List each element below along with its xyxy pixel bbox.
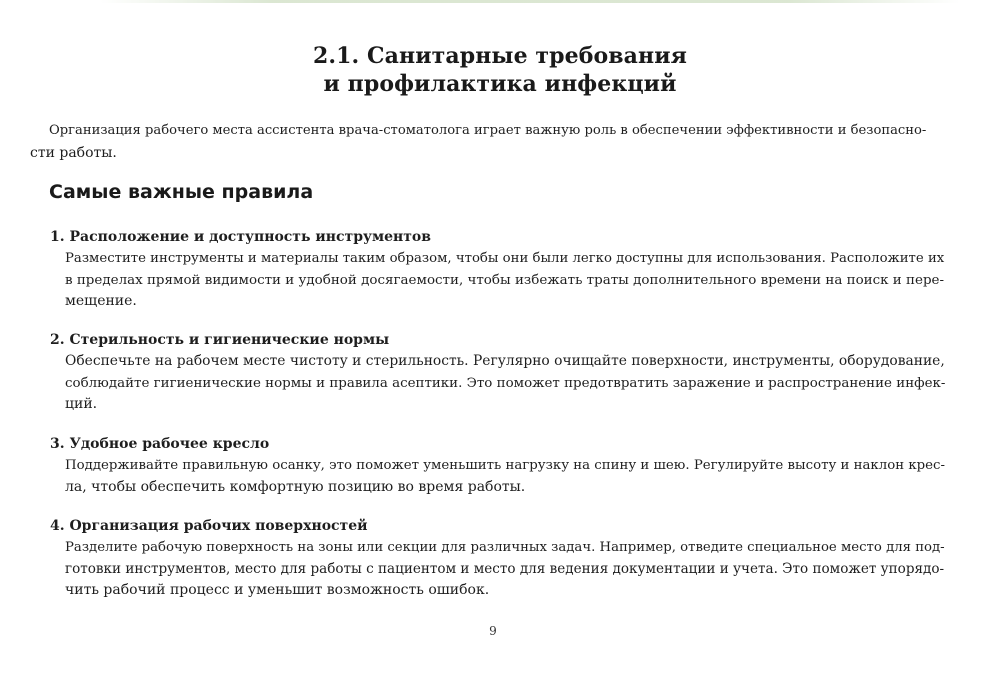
rule-line: готовки инструментов, место для работы с пациентом и место для ведения документации и учета. Это поможет упорядо-: [65, 560, 945, 577]
page-title-line-2: и профилактика инфекций: [323, 71, 677, 97]
rule-line: Поддерживайте правильную осанку, это поможет уменьшить нагрузку на спину и шею. Регулируйте высоту и наклон крес-: [65, 458, 945, 473]
rule-line: Разделите рабочую поверхность на зоны или секции для различных задач. Например, отведите специальное место для под-: [65, 540, 945, 555]
page-title-line-1: 2.1. Санитарные требования: [312, 43, 688, 69]
rule-line: ла, чтобы обеспечить комфортную позицию во время работы.: [65, 478, 526, 495]
page-number: 9: [489, 624, 497, 638]
rule-body: [65, 248, 945, 313]
intro-paragraph: [30, 119, 945, 165]
rule-line: Разместите инструменты и материалы таким образом, чтобы они были легко доступны для использования. Расположите их: [65, 251, 945, 266]
rule-title: 2. Стерильность и гигиенические нормы: [50, 332, 390, 348]
rule-title: 1. Расположение и доступность инструментов: [50, 229, 431, 245]
rule-line: ций.: [65, 396, 98, 412]
rule-line: мещение.: [65, 293, 137, 309]
rule-title: 3. Удобное рабочее кресло: [50, 436, 270, 452]
rule-body: [65, 455, 945, 498]
intro-line-1: Организация рабочего места ассистента врача-стоматолога играет важную роль в обеспечении эффективности и безопасно-: [49, 123, 927, 138]
rule-body: [65, 351, 945, 416]
rule-line: Обеспечьте на рабочем месте чистоту и стерильность. Регулярно очищайте поверхности, инструменты, оборудование,: [65, 353, 945, 369]
rule-title: 4. Организация рабочих поверхностей: [50, 518, 368, 534]
rule-item: [50, 226, 945, 313]
page-title: [0, 42, 1000, 98]
rule-item: [50, 515, 945, 602]
intro-line-2: сти работы.: [30, 145, 117, 161]
rule-body: [65, 537, 945, 602]
section-heading: Самые важные правила: [49, 181, 314, 203]
rule-line: чить рабочий процесс и уменьшит возможность ошибок.: [65, 582, 490, 598]
rule-line: соблюдайте гигиенические нормы и правила асептики. Это поможет предотвратить заражение и распространение инфек-: [65, 375, 946, 391]
rule-line: в пределах прямой видимости и удобной досягаемости, чтобы избежать траты дополнительного времени на поиск и пере-: [65, 272, 945, 288]
rule-item: [50, 433, 945, 498]
rule-item: [50, 329, 945, 416]
